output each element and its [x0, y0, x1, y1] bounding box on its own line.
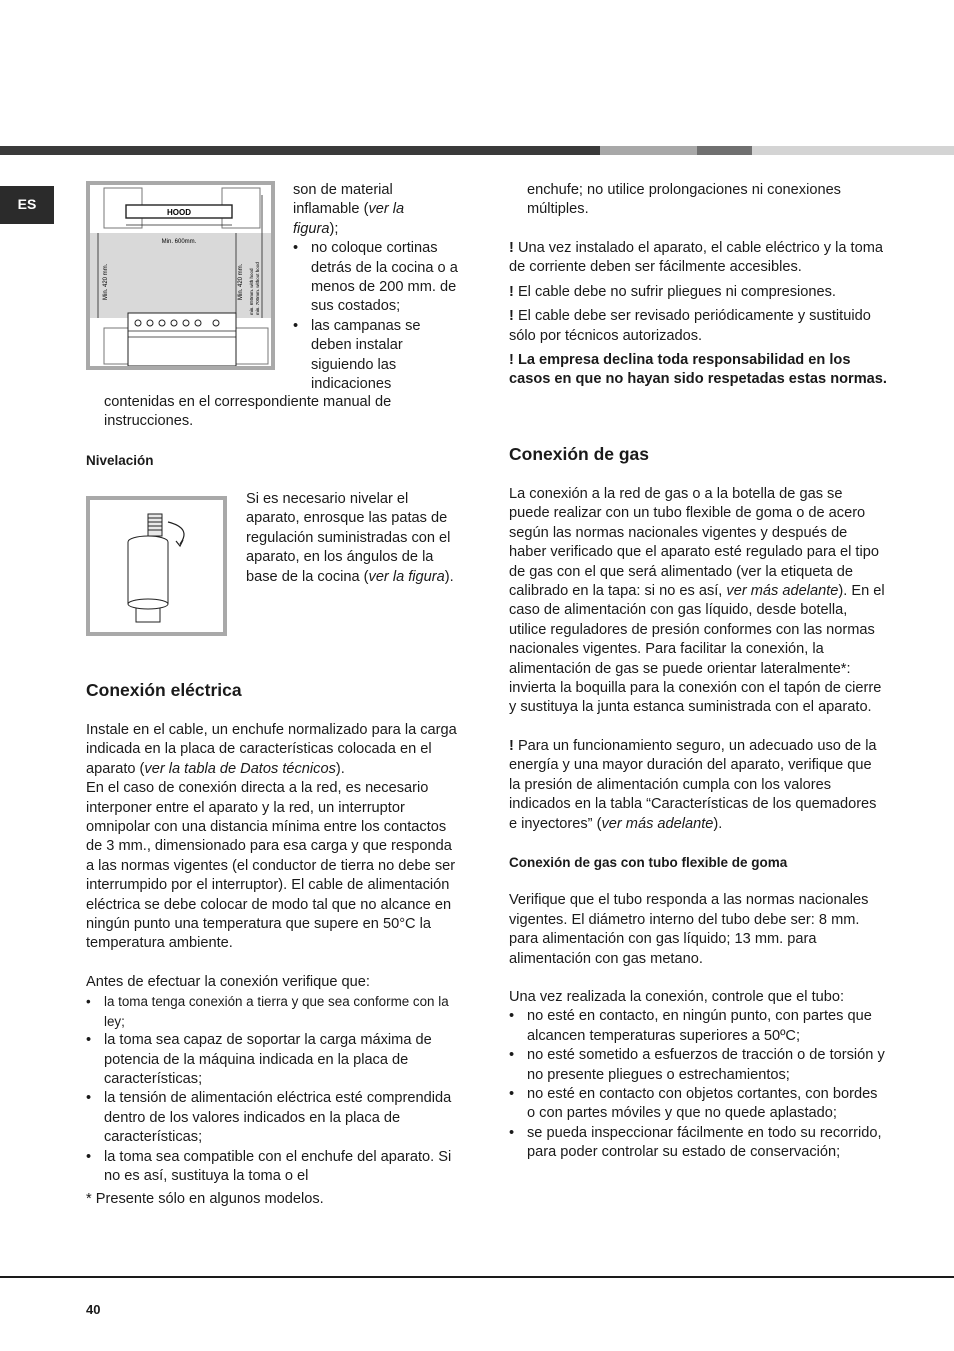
page-number: 40 — [86, 1302, 101, 1317]
electrica-bullet: • la toma sea capaz de soportar la carga máxima de potencia de la máquina indicada en la placa de características; — [86, 1031, 464, 1089]
intro-line: ); — [329, 220, 339, 237]
hood-clearance-figure — [86, 181, 275, 370]
gas-p1 — [509, 485, 887, 718]
footnote: * Presente sólo en algunos modelos. — [86, 1191, 324, 1208]
language-tab: ES — [0, 186, 54, 224]
gas-heading: Conexión de gas — [509, 444, 650, 464]
warning-mark: ! — [509, 240, 514, 256]
warning-4 — [509, 351, 887, 390]
electrica-bullet: • la toma tenga conexión a tierra y que sea conforme con la ley; — [86, 992, 464, 1031]
top-bar-mid — [600, 146, 697, 155]
gas-p3: Verifique que el tubo responda a las normas nacionales vigentes. El diámetro interno del tubo debe ser: 8 mm. para alimentación con gas líquido; 13 mm. para alimentación con gas metano. — [509, 892, 869, 967]
gas-p2-ref: ver más adelante — [601, 815, 714, 832]
gas-bullet: • no esté en contacto, en ningún punto, con partes que alcancen temperaturas superiores a 50ºC; — [509, 1007, 887, 1046]
intro-bullet: • no coloque cortinas detrás de la cocina o a menos de 200 mm. de sus costados; — [293, 239, 463, 317]
intro-line: son de material — [293, 182, 393, 198]
warning-mark: ! — [509, 308, 514, 325]
electrica-bullet: • la toma sea compatible con el enchufe del aparato. Si no es así, sustituya la toma o el — [86, 1148, 464, 1187]
intro-tail: contenidas en el correspondiente manual de instrucciones. — [104, 394, 392, 430]
gas-p2 — [509, 737, 887, 834]
min700-label: min. 700mm. without hood — [255, 262, 260, 315]
electrica-p2: En el caso de conexión directa a la red, es necesario interponer entre el aparato y la red, un interruptor omnipolar con una distancia mínima entre los contactos de 3 mm., dimensionado para esa carga y que responda a las normas vigentes (el conductor de tierra no debe ser interrumpido por el interruptor). El cable de alimentación eléctrica se debe colocar de modo tal que no alcance en ningún punto una temperatura que supere en 50°C la temperatura ambiente. — [86, 780, 456, 952]
hood-label: HOOD — [167, 208, 191, 217]
nivelacion-heading: Nivelación — [86, 453, 154, 468]
gas-p1-text: La conexión a la red de gas o a la botella de gas se puede realizar con un tubo flexible de goma o de acero según las normas nacionales vigentes y después de haber verificado que el aparato esté regulado para el tipo de gas con el que será alimentado (ver la etiqueta de calibrado en la tapa: si no es así, — [509, 486, 879, 600]
intro-ref: ver la — [368, 201, 405, 218]
warning-text: El cable debe ser revisado periódicamente y sustituido sólo por técnicos autorizados. — [509, 308, 871, 344]
electrica-bullet: • la tensión de alimentación eléctrica esté comprendida dentro de los valores indicados en la placa de características; — [86, 1089, 464, 1147]
min420-left-label: Min. 420 mm. — [103, 263, 109, 300]
warning-3 — [509, 307, 887, 346]
nivelacion-ref: ver la figura — [368, 568, 445, 585]
warning-2 — [509, 283, 887, 302]
nivelacion-end: ). — [444, 568, 454, 585]
warning-text: La empresa declina toda responsabilidad en los casos en que no hayan sido respetadas estas normas. — [509, 352, 887, 388]
gas-bullet: • no esté sometido a esfuerzos de tracción o de torsión y no presente pliegues o estrechamientos; — [509, 1046, 887, 1085]
gas-p1-ref: ver más adelante — [726, 583, 839, 600]
electrica-body — [86, 721, 464, 1210]
intro-wrap-text — [293, 181, 463, 394]
electrica-p1-end: ). — [335, 760, 345, 777]
min420-right-label: Min. 420 mm. — [238, 263, 244, 300]
intro-ref: figura — [293, 220, 330, 237]
right-continuation: enchufe; no utilice prolongaciones ni conexiones múltiples. — [527, 182, 841, 218]
electrica-list — [86, 992, 464, 1186]
warning-text: Una vez instalado el aparato, el cable eléctrico y la toma de corriente deben ser fácilmente accesibles. — [509, 240, 883, 276]
gas-p4: Una vez realizada la conexión, controle que el tubo: — [509, 988, 845, 1005]
electrica-p1-text: Instale en el cable, un enchufe normalizado para la carga indicada en la placa de características colocada en el aparato ( — [86, 722, 457, 777]
top-bar-light — [752, 146, 954, 155]
intro-line: inflamable ( — [293, 201, 369, 218]
electrica-p3: Antes de efectuar la conexión verifique que: — [86, 973, 370, 990]
bottom-rule — [0, 1276, 954, 1278]
gas-list — [509, 1007, 887, 1162]
warning-mark: ! — [509, 352, 514, 369]
electrica-p1-ref: ver la tabla de Datos técnicos — [144, 760, 336, 777]
top-bar-dark — [0, 146, 600, 155]
gas-subheading: Conexión de gas con tubo flexible de goma — [509, 854, 788, 870]
min650-label: min. 650mm. with hood — [249, 268, 254, 315]
electrica-heading: Conexión eléctrica — [86, 680, 242, 700]
warning-mark: ! — [509, 283, 514, 300]
electrica-p1 — [86, 721, 464, 779]
min600-label: Min. 600mm. — [161, 239, 197, 245]
warning-text: El cable debe no sufrir pliegues ni compresiones. — [517, 283, 836, 300]
nivelacion-body: Si es necesario nivelar el aparato, enrosque las patas de regulación suministradas con el aparato, en los ángulos de la base de la cocina ( — [246, 491, 451, 585]
nivelacion-text — [246, 490, 464, 587]
warning-mark: ! — [509, 737, 514, 754]
gas-body — [509, 485, 887, 1163]
gas-p2-end: ). — [713, 815, 723, 832]
warning-1 — [509, 239, 887, 278]
warnings — [509, 239, 887, 390]
levelling-foot-figure — [86, 496, 227, 636]
top-bar-dark2 — [697, 146, 752, 155]
intro-bullet: • las campanas se deben instalar siguiendo las indicaciones — [293, 317, 463, 395]
gas-p2-text: Para un funcionamiento seguro, un adecuado uso de la energía y una mayor duración del aparato, verifique que la presión de alimentación cumpla con los valores indicados en la tabla “Características de los quemadores e inyectores” ( — [509, 737, 877, 832]
gas-bullet: • se pueda inspeccionar fácilmente en todo su recorrido, para poder controlar su estado de conservación; — [509, 1124, 887, 1163]
gas-p1-text2: ). En el caso de alimentación con gas líquido, desde botella, utilice reguladores de presión conformes con las normas nacionales vigentes. Para facilitar la conexión, la alimentación de gas se puede orientar lateralmente*: invierta la boquilla para la conexión con el tapón de cierre y sustituya la junta estanca suministrada con el aparato. — [509, 583, 885, 716]
gas-bullet: • no esté en contacto con objetos cortantes, con bordes o con partes móviles y que no quede aplastado; — [509, 1085, 887, 1124]
